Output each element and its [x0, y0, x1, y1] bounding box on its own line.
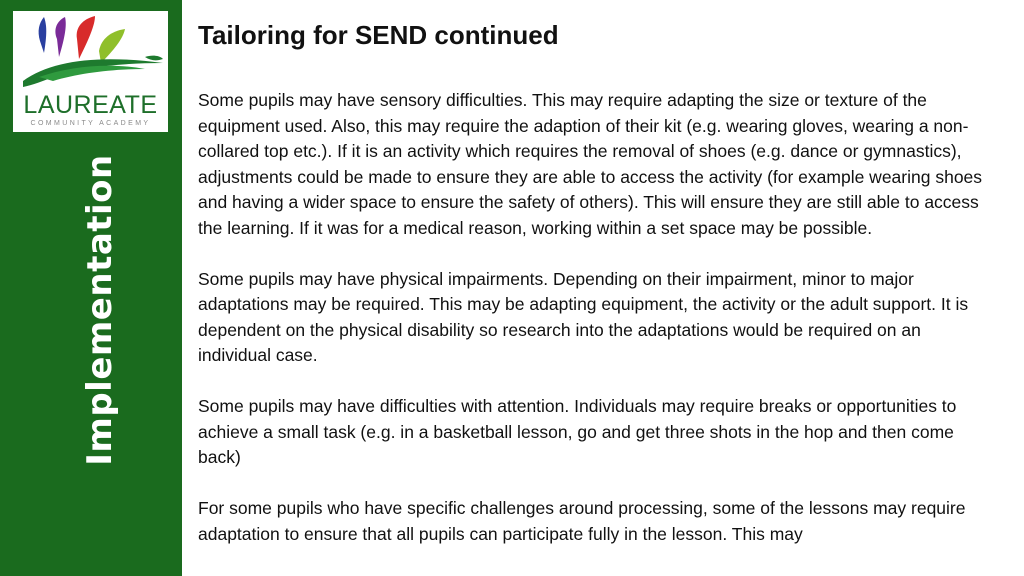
- flame-leaves-logo-icon: [13, 11, 168, 93]
- paragraph-physical: Some pupils may have physical impairments. Depending on their impairment, minor to major adaptations may be required. This may be adapting equipment, the activity or the adult support. It is dependent on the physical disability so research into the adaptations would be required on an individual case.: [198, 268, 969, 365]
- school-logo: [13, 11, 168, 132]
- paragraph-processing: For some pupils who have specific challenges around processing, some of the lessons may require adaptation to ensure that all pupils can participate fully in the lesson. This may: [198, 498, 966, 544]
- logo-subtitle: COMMUNITY ACADEMY: [30, 120, 151, 127]
- page-title: Tailoring for SEND continued: [198, 20, 559, 50]
- section-label: Implementation: [80, 154, 120, 466]
- sidebar: [0, 0, 182, 576]
- logo-name: LAUREATE: [23, 91, 158, 119]
- body-text: [198, 88, 998, 573]
- paragraph-attention: Some pupils may have difficulties with attention. Individuals may require breaks or opportunities to achieve a small task (e.g. in a basketball lesson, go and get three shots in the hop and then come back): [198, 396, 957, 467]
- paragraph-sensory: Some pupils may have sensory difficulties. This may require adapting the size or texture of the equipment used. Also, this may require the adaption of their kit (e.g. wearing gloves, wearing a non-collared top etc.). If it is an activity which requires the removal of shoes (e.g. dance or gymnastics), adjustments could be made to ensure they are able to access the activity (for example wearing shoes and having a wider space to ensure the safety of others). This will ensure they are still able to access the learning. If it was for a medical reason, working within a set space may be possible.: [198, 90, 983, 238]
